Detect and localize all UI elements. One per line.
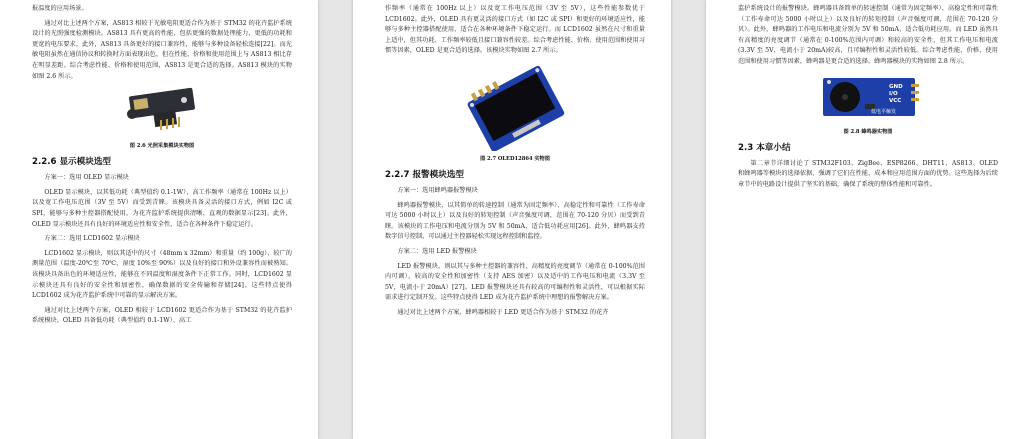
document-page-1	[0, 0, 318, 439]
paragraph: 报温度的应用场景。	[32, 5, 88, 12]
paragraph: 方案一：选用 OLED 显示模块	[44, 174, 129, 182]
oled-module-figure	[385, 63, 645, 151]
document-page-3	[706, 0, 1024, 439]
pin-label-gnd: GND	[889, 83, 903, 90]
paragraph: 通过对比上述两个方案，AS813 相较于光敏电阻更适合作为基于 STM32 的花卉监护系统设计的光照强度检测模块。AS813 具有更高的性能，包括更强的数据处理能力，更低的功耗和更宽的电压要求。此外，AS813 具备更好的接口兼容性，能够与多种设备轻松连接[22]。而光敏电阻虽然在通信协议和转换时方面表现出色，但在性能、价格和使用范围上与 AS813 相比存在明显差距。综合考虑性能、价格和使用范围，AS813 是更合适的选择。AS813 模块的实物如图 2.6 所示。	[32, 19, 292, 80]
section-heading: 2.3 本章小结	[738, 142, 791, 153]
paragraph: 方案二：选用 LED 报警模块	[397, 247, 477, 255]
paragraph: LED 报警模块，则以其与多种主控器的兼容性、高精度的亮度调节（通常在 0-100%范围内可调），较高的安全性和加密性（支持 AES 加密）以及适中的工作电压和电流（3.3V 至 5V，电流小于 20mA）[27]。LED 报警模块还具有较高的可编程性和灵活性，可以根据实际需求进行定制开发。这些特点使得 LED 成为花卉监护系统中理想的报警解决方案。	[385, 262, 645, 302]
paragraph: OLED 显示模块，以其低功耗（典型值约 0.1-1W）、高工作频率（通常在 100Hz 以上）以及宽工作电压范围（3V 至 5V）而受到青睐。该模块具备灵活的接口方式，例如 I2C 或 SPI，能够与多种主控器搭配使用，为花卉监护系统提供清晰、直观的数据显示[23]。此外，OLED 显示模块还具有良好的环境适应性和安全性，适合在各种条件下稳定运行。	[32, 188, 292, 228]
paragraph: 通过对比上述两个方案，蜂鸣器相较于 LED 更适合作为基于 STM32 的花卉	[397, 308, 609, 316]
module-label: 低电平触发	[871, 108, 897, 115]
paragraph: 方案一：选用蜂鸣器报警模块	[397, 186, 478, 194]
pin-label-io: I/O	[889, 90, 898, 97]
figure-caption: 图 2.6 光照采集模块实物图	[129, 143, 195, 150]
section-heading: 2.2.7 报警模块选型	[385, 169, 465, 180]
light-sensor-module-figure	[32, 86, 292, 138]
figure-caption: 图 2.8 蜂鸣器实物图	[843, 128, 893, 135]
buzzer-module-image	[813, 72, 923, 124]
paragraph: LCD1602 显示模块，则以其适中的尺寸（48mm x 32mm）和重量（约 100g）、较广的测量范围（温度-20℃至 70℃，湿度 10%至 90%）以及良好的接口和外设兼容性而被熟知。该模块具备出色的环境适应性，能够在不同温度和湿度条件下正常工作。同时，LCD1602 显示模块还具有良好的安全性和加密性，确保数据的安全传输和存储[24]。这些特点使得 LCD1602 成为花卉监护系统中可靠的显示解决方案。	[32, 249, 292, 300]
paragraph: 方案二：选用 LCD1602 显示模块	[44, 235, 140, 243]
oled-module-image	[460, 63, 570, 151]
document-page-2	[353, 0, 671, 439]
figure-caption: 图 2.7 OLED12864 实物图	[480, 155, 550, 162]
pin-label-vcc: VCC	[889, 97, 902, 104]
buzzer-module-figure	[738, 72, 998, 124]
paragraph: 通过对比上述两个方案，OLED 相较于 LCD1602 更适合作为基于 STM32 的花卉监护系统模块。OLED 具备低功耗（典型值约 0.1-1W）、高工	[32, 306, 292, 325]
paragraph: 蜂鸣器报警模块，以其简单的转速控制（通常为固定频率）、高稳定性和可靠性（工作寿命可达 5000 小时以上）以及良好的转矩控制（声音强度可调，范围在 70-120 分贝）而受到青睐。该模块的工作电压和电流分别为 5V 和 50mA，适合低功耗应用[26]。此外，蜂鸣器支持数字信号控制，可以通过主控器轻松实现远程控制和监控。	[385, 201, 645, 241]
light-sensor-module-image	[112, 86, 212, 138]
section-heading: 2.2.6 显示模块选型	[32, 157, 112, 168]
paragraph: 第二章节详细讨论了 STM32F103、ZigBee、ESP8266、DHT11、AS813、OLED 和蜂鸣器等模块的选择依据，强调了它们在性能、成本和应用范围方面的优势。这些选择为后续章节中的电路设计提供了坚实的基础，确保了系统的整体性能和可靠性。	[738, 159, 998, 188]
paragraph: 作频率（通常在 100Hz 以上）以及宽工作电压范围（3V 至 5V），这些性能参数优于 LCD1602。此外，OLED 具有更灵活的接口方式（如 I2C 或 SPI）和更好的环境适应性，能够与多种主控器搭配使用，适合在各种环境条件下稳定运行。而 LCD1602 虽然在尺寸和重量上适中，但其功耗、工作频率较低且接口兼容性较差。综合考虑性能、价格、使用范围和使用习惯等因素，OLED 是更合适的选择。该模块实物如图 2.7 所示。	[385, 5, 645, 55]
paragraph: 监护系统设计的报警模块。蜂鸣器具备简单的转速控制（通常为固定频率）、高稳定性和可靠性（工作寿命可达 5000 小时以上）以及良好的转矩控制（声音强度可调，范围在 70-120 分贝）。此外，蜂鸣器的工作电压和电流分别为 5V 和 50mA，适合低功耗应用。而 LED 虽然具有高精度的亮度调节（通常在 0-100%范围内可调）和较高的安全性，但其工作电压和电流(3.3V 至 5V，电流小于 20mA)较高，且可编程性和灵活性较低。综合考虑性能、价格、使用范围和使用习惯等因素，蜂鸣器是更合适的选择。蜂鸣器模块的实物如图 2.8 所示。	[738, 5, 998, 65]
